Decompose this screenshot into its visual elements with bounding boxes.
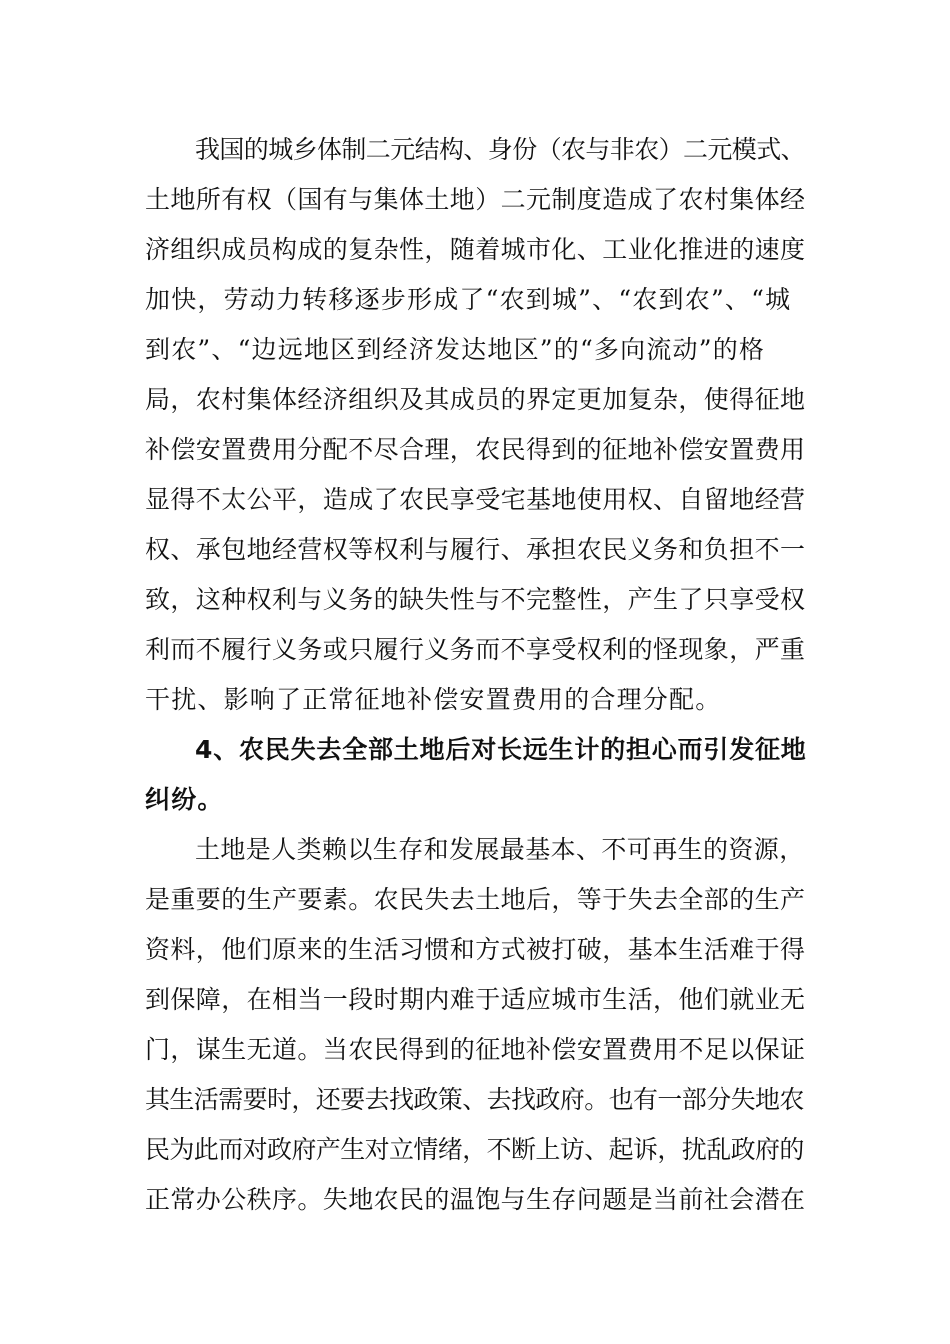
text-line: 补偿安置费用分配不尽合理，农民得到的征地补偿安置费用 [145,435,806,464]
text-line: 到农”、“边远地区到经济发达地区”的“多向流动”的格 [145,335,766,364]
text-line: 干扰、影响了正常征地补偿安置费用的合理分配。 [145,685,722,714]
section-heading-4 [145,725,807,825]
text-line: 局，农村集体经济组织及其成员的界定更加复杂，使得征地 [145,385,806,414]
text-line: 民为此而对政府产生对立情绪，不断上访、起诉，扰乱政府的 [145,1135,804,1164]
paragraph-land-resource [145,825,807,1225]
text-line: 利而不履行义务或只履行义务而不享受权利的怪现象，严重 [145,635,806,664]
text-line: 其生活需要时，还要去找政策、去找政府。也有一部分失地农 [145,1085,804,1114]
text-line: 加快，劳动力转移逐步形成了“农到城”、“农到农”、“城 [145,285,792,314]
text-line: 正常办公秩序。失地农民的温饱与生存问题是当前社会潜在 [145,1185,806,1214]
text-line: 显得不太公平，造成了农民享受宅基地使用权、自留地经营 [145,485,806,514]
text-line: 到保障，在相当一段时期内难于适应城市生活，他们就业无 [145,985,806,1014]
text-line: 权、承包地经营权等权利与履行、承担农民义务和负担不一 [145,535,806,564]
heading-line: 4、农民失去全部土地后对长远生计的担心而引发征地 [195,735,807,764]
heading-line: 纠纷。 [145,785,224,814]
text-line: 我国的城乡体制二元结构、身份（农与非农）二元模式、 [195,135,806,164]
text-line: 是重要的生产要素。农民失去土地后，等于失去全部的生产 [145,885,806,914]
text-line: 门，谋生无道。当农民得到的征地补偿安置费用不足以保证 [145,1035,806,1064]
paragraph-land-dual-structure [145,125,807,725]
text-line: 土地所有权（国有与集体土地）二元制度造成了农村集体经 [145,185,806,214]
text-line: 致，这种权利与义务的缺失性与不完整性，产生了只享受权 [145,585,806,614]
text-line: 资料，他们原来的生活习惯和方式被打破，基本生活难于得 [145,935,806,964]
text-line: 济组织成员构成的复杂性，随着城市化、工业化推进的速度 [145,235,806,264]
text-line: 土地是人类赖以生存和发展最基本、不可再生的资源， [195,835,805,864]
